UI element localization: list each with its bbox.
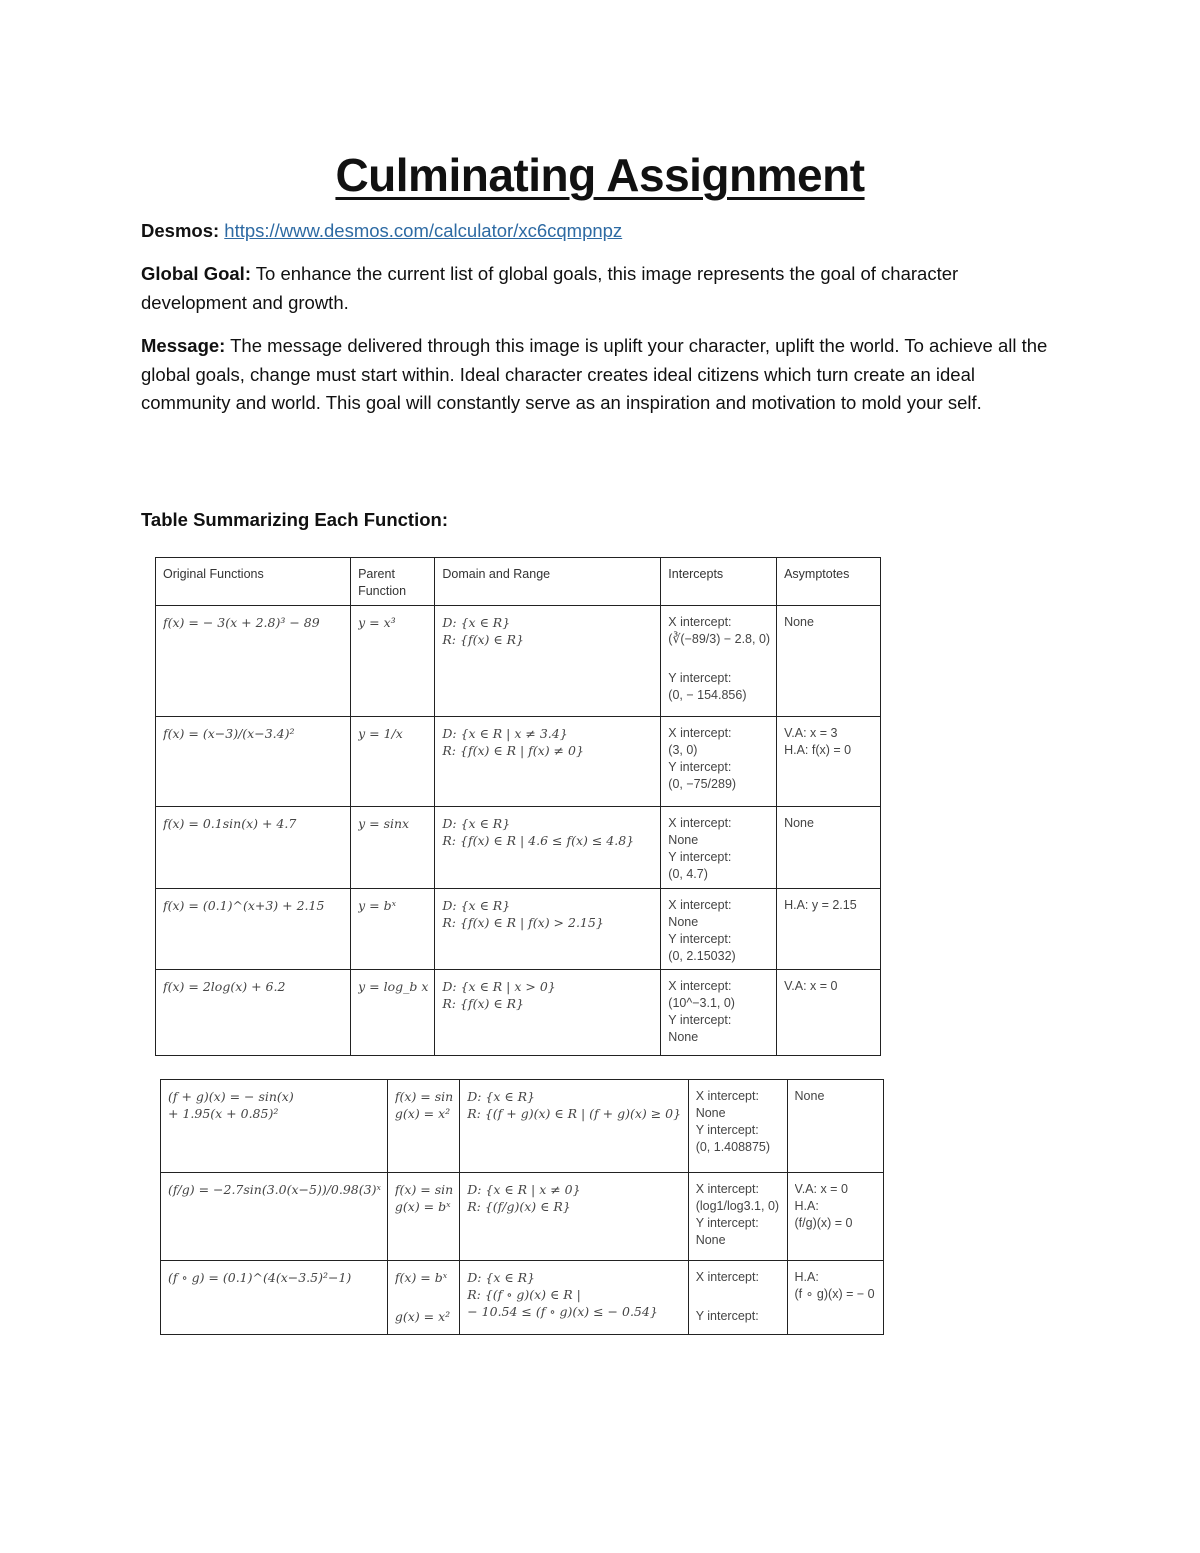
- original-function-cell-line: (f/g) = −2.7sin(3.0(x−5))/0.98(3)ˣ: [168, 1182, 381, 1197]
- asymptotes-cell-line: (f/g)(x) = 0: [794, 1216, 853, 1230]
- original-function-cell-line: f(x) = 0.1sin(x) + 4.7: [163, 816, 297, 831]
- parent-function-cell-line: f(x) = bˣ: [394, 1270, 448, 1285]
- asymptotes-cell: [787, 1261, 883, 1335]
- asymptotes-cell: [777, 889, 881, 970]
- parent-function-cell: [351, 807, 435, 889]
- asymptotes-cell-line: (f ∘ g)(x) = − 0: [794, 1287, 875, 1301]
- asymptotes-cell: [777, 606, 881, 717]
- table-row: [156, 807, 881, 889]
- asymptotes-cell-line: H.A: f(x) = 0: [784, 743, 852, 757]
- domain-range-cell: [435, 606, 661, 717]
- domain-range-cell-line: R: {(f + g)(x) ∈ R | (f + g)(x) ≥ 0}: [467, 1106, 682, 1121]
- original-function-cell-line: + 1.95(x + 0.85)²: [168, 1106, 279, 1121]
- asymptotes-cell-line: None: [784, 816, 814, 830]
- parent-function-cell-line: y = bˣ: [358, 898, 397, 913]
- asymptotes-cell: [777, 717, 881, 807]
- asymptotes-cell: [787, 1080, 883, 1173]
- parent-function-cell-line: y = 1/x: [358, 726, 403, 741]
- intercepts-cell-line: (∛(−89/3) − 2.8, 0): [668, 632, 771, 646]
- table-row: [156, 970, 881, 1056]
- original-function-cell-line: f(x) = (0.1)^(x+3) + 2.15: [163, 898, 325, 913]
- header-original-functions: Original Functions: [156, 558, 351, 606]
- original-function-cell-line: f(x) = 2log(x) + 6.2: [163, 979, 286, 994]
- intercepts-cell-line: Y intercept:: [695, 1123, 759, 1137]
- intercepts-cell-line: (0, 1.408875): [695, 1140, 771, 1154]
- intercepts-cell: [661, 970, 777, 1056]
- desmos-label: Desmos:: [141, 220, 220, 241]
- domain-range-cell-line: R: {(f/g)(x) ∈ R}: [467, 1199, 571, 1214]
- original-function-cell: [161, 1261, 388, 1335]
- domain-range-cell-line: − 10.54 ≤ (f ∘ g)(x) ≤ − 0.54}: [467, 1304, 658, 1319]
- intercepts-cell-line: Y intercept:: [668, 932, 732, 946]
- intercepts-cell: [661, 717, 777, 807]
- domain-range-cell: [435, 807, 661, 889]
- intercepts-cell: [688, 1173, 787, 1261]
- intercepts-cell-line: X intercept:: [695, 1270, 759, 1284]
- table-row: [161, 1173, 884, 1261]
- intercepts-cell-line: [696, 1286, 781, 1308]
- domain-range-cell-line: R: {f(x) ∈ R | f(x) > 2.15}: [442, 915, 604, 930]
- intercepts-cell-line: (0, −75/289): [668, 777, 737, 791]
- domain-range-cell-line: R: {f(x) ∈ R | f(x) ≠ 0}: [442, 743, 584, 758]
- message-paragraph: [141, 332, 1061, 418]
- original-function-cell-line: (f ∘ g) = (0.1)^(4(x−3.5)²−1): [168, 1270, 352, 1285]
- domain-range-cell-line: D: {x ∈ R | x ≠ 3.4}: [442, 726, 568, 741]
- intercepts-cell-line: None: [668, 1030, 699, 1044]
- original-function-cell: [156, 889, 351, 970]
- intercepts-cell: [688, 1080, 787, 1173]
- intercepts-cell-line: X intercept:: [668, 816, 732, 830]
- asymptotes-cell-line: V.A: x = 3: [784, 726, 838, 740]
- combined-function-table: [160, 1079, 884, 1335]
- page-title: Culminating Assignment: [335, 149, 865, 201]
- parent-function-cell-line: f(x) = sin: [394, 1182, 454, 1197]
- parent-function-cell-line: f(x) = sin: [394, 1089, 454, 1104]
- asymptotes-cell: [787, 1173, 883, 1261]
- asymptotes-cell-line: H.A:: [794, 1270, 819, 1284]
- asymptotes-cell-line: H.A: y = 2.15: [784, 898, 857, 912]
- parent-function-cell: [351, 717, 435, 807]
- parent-function-cell-line: g(x) = x²: [394, 1309, 451, 1324]
- parent-function-cell: [387, 1261, 459, 1335]
- parent-function-cell-line: g(x) = bˣ: [394, 1199, 451, 1214]
- parent-function-cell: [387, 1080, 459, 1173]
- domain-range-cell-line: D: {x ∈ R | x ≠ 0}: [467, 1182, 581, 1197]
- original-function-cell: [161, 1173, 388, 1261]
- domain-range-cell-line: D: {x ∈ R}: [442, 615, 511, 630]
- header-asymptotes: Asymptotes: [777, 558, 881, 606]
- domain-range-cell-line: D: {x ∈ R}: [442, 816, 511, 831]
- intercepts-cell: [661, 606, 777, 717]
- intercepts-cell-line: Y intercept:: [668, 671, 732, 685]
- parent-function-cell: [351, 606, 435, 717]
- intercepts-cell-line: Y intercept:: [695, 1216, 759, 1230]
- original-function-cell-line: f(x) = − 3(x + 2.8)³ − 89: [163, 615, 320, 630]
- intercepts-cell-line: X intercept:: [668, 726, 732, 740]
- asymptotes-cell: [777, 807, 881, 889]
- domain-range-cell: [435, 889, 661, 970]
- table-row: [156, 889, 881, 970]
- intercepts-cell: [661, 807, 777, 889]
- table-row: [161, 1261, 884, 1335]
- domain-range-cell-line: R: {f(x) ∈ R}: [442, 632, 524, 647]
- message-text: The message delivered through this image is uplift your character, uplift the world. To achieve all the global goals, change must start within. Ideal character creates ideal citizens which turn create an ideal community and world. This goal will constantly serve as an inspiration and motivation to mold your self.: [141, 335, 1048, 413]
- intercepts-cell-line: Y intercept:: [668, 760, 732, 774]
- parent-function-cell-line: g(x) = x²: [394, 1106, 451, 1121]
- original-function-cell-line: (f + g)(x) = − sin(x): [168, 1089, 294, 1104]
- intercepts-cell-line: (0, 2.15032): [668, 949, 736, 963]
- header-parent-function: Parent Function: [351, 558, 435, 606]
- global-goal-paragraph: [141, 260, 1061, 317]
- intercepts-cell-line: X intercept:: [668, 615, 732, 629]
- intercepts-cell-line: None: [695, 1106, 726, 1120]
- domain-range-cell-line: R: {f(x) ∈ R | 4.6 ≤ f(x) ≤ 4.8}: [442, 833, 635, 848]
- global-goal-text: To enhance the current list of global goals, this image represents the goal of character development and growth.: [141, 263, 959, 313]
- intercepts-cell: [688, 1261, 787, 1335]
- table-row: [161, 1080, 884, 1173]
- parent-function-cell-line: y = log_b x: [358, 979, 429, 994]
- intercepts-cell-line: None: [668, 833, 699, 847]
- intercepts-cell-line: (3, 0): [668, 743, 698, 757]
- domain-range-cell-line: D: {x ∈ R | x > 0}: [442, 979, 556, 994]
- intercepts-cell-line: [668, 648, 770, 670]
- message-label: Message:: [141, 335, 226, 356]
- intercepts-cell-line: None: [668, 915, 699, 929]
- parent-function-cell: [351, 970, 435, 1056]
- intercepts-cell-line: X intercept:: [695, 1182, 759, 1196]
- header-intercepts: Intercepts: [661, 558, 777, 606]
- parent-function-cell-line: y = sinx: [358, 816, 410, 831]
- header-domain-range: Domain and Range: [435, 558, 661, 606]
- intercepts-cell-line: Y intercept:: [695, 1309, 759, 1323]
- intercepts-cell-line: (0, 4.7): [668, 867, 708, 881]
- intercepts-cell-line: (10^−3.1, 0): [668, 996, 735, 1010]
- domain-range-cell: [435, 717, 661, 807]
- original-function-cell: [156, 970, 351, 1056]
- domain-range-cell-line: D: {x ∈ R}: [467, 1270, 535, 1285]
- desmos-line: [141, 217, 1061, 246]
- original-function-cell: [156, 717, 351, 807]
- domain-range-cell-line: D: {x ∈ R}: [467, 1089, 535, 1104]
- domain-range-cell-line: R: {(f ∘ g)(x) ∈ R |: [467, 1287, 581, 1302]
- desmos-link[interactable]: https://www.desmos.com/calculator/xc6cqmpnpz: [224, 220, 623, 241]
- intercepts-cell-line: None: [695, 1233, 726, 1247]
- parent-function-cell-line: y = x³: [358, 615, 396, 630]
- intercepts-cell-line: X intercept:: [695, 1089, 759, 1103]
- original-function-cell: [156, 807, 351, 889]
- parent-function-cell-line: [395, 1286, 453, 1308]
- domain-range-cell: [460, 1080, 688, 1173]
- table-row: [156, 717, 881, 807]
- global-goal-label: Global Goal:: [141, 263, 251, 284]
- intercepts-cell-line: Y intercept:: [668, 850, 732, 864]
- intercepts-cell-line: X intercept:: [668, 898, 732, 912]
- table-header-row: [156, 558, 881, 606]
- asymptotes-cell-line: None: [784, 615, 814, 629]
- original-function-cell-line: f(x) = (x−3)/(x−3.4)²: [163, 726, 295, 741]
- table-heading: Table Summarizing Each Function:: [141, 509, 448, 530]
- domain-range-cell: [460, 1261, 688, 1335]
- domain-range-cell-line: R: {f(x) ∈ R}: [442, 996, 524, 1011]
- asymptotes-cell-line: V.A: x = 0: [784, 979, 838, 993]
- domain-range-cell: [435, 970, 661, 1056]
- intercepts-cell-line: Y intercept:: [668, 1013, 732, 1027]
- parent-function-cell: [387, 1173, 459, 1261]
- intercepts-cell-line: (log1/log3.1, 0): [695, 1199, 780, 1213]
- intercepts-cell: [661, 889, 777, 970]
- asymptotes-cell-line: None: [794, 1089, 825, 1103]
- intercepts-cell-line: X intercept:: [668, 979, 732, 993]
- asymptotes-cell-line: V.A: x = 0: [794, 1182, 848, 1196]
- intercepts-cell-line: (0, − 154.856): [668, 688, 747, 702]
- parent-function-cell: [351, 889, 435, 970]
- original-function-cell: [156, 606, 351, 717]
- table-row: [156, 606, 881, 717]
- domain-range-cell: [460, 1173, 688, 1261]
- domain-range-cell-line: D: {x ∈ R}: [442, 898, 511, 913]
- asymptotes-cell-line: H.A:: [794, 1199, 819, 1213]
- asymptotes-cell: [777, 970, 881, 1056]
- original-function-cell: [161, 1080, 388, 1173]
- function-summary-table: [155, 557, 881, 1056]
